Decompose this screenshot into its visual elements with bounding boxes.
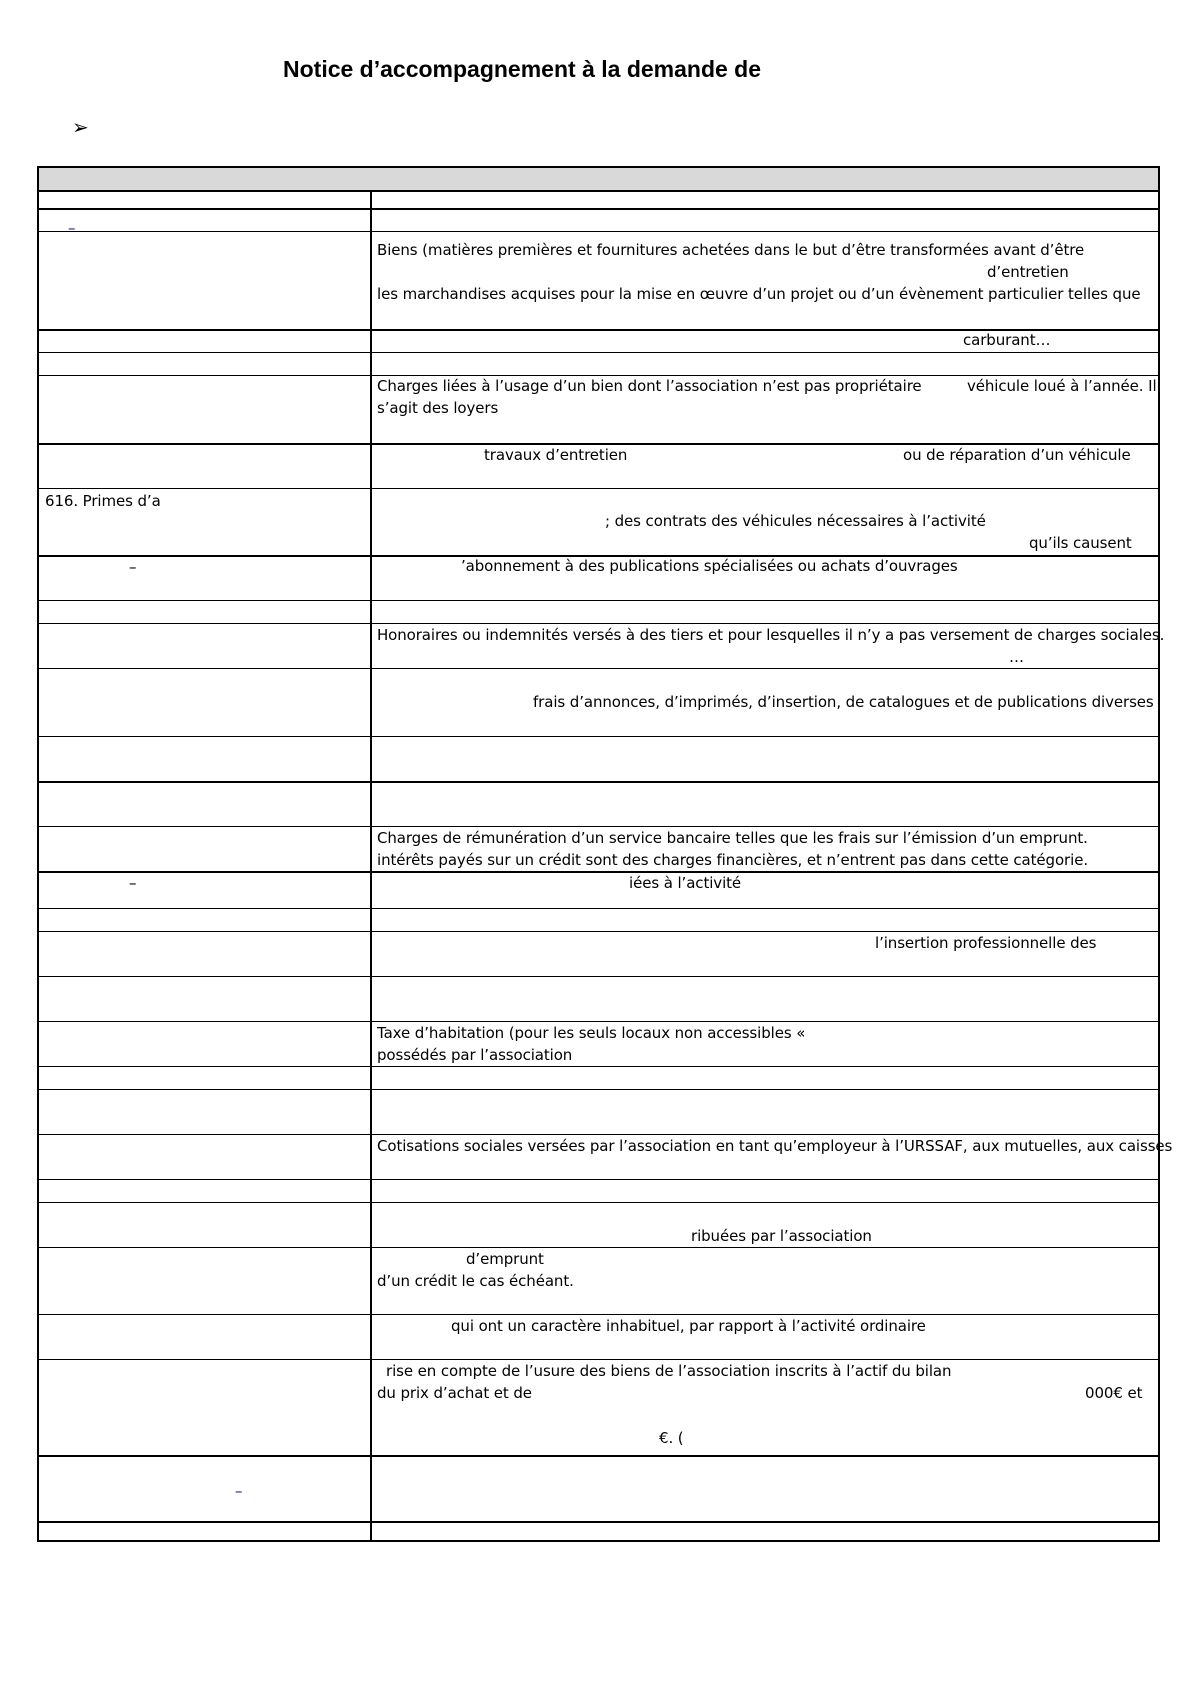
cell-text: ; des contrats des véhicules nécessaires à l’activité <box>605 512 986 530</box>
cell-text: possédés par l’association <box>377 1046 573 1064</box>
charges-table <box>37 166 1173 1542</box>
row-label-dash: – <box>129 874 137 892</box>
cell-text: d’emprunt <box>466 1250 544 1268</box>
cell-text: ou de réparation d’un véhicule <box>903 446 1131 464</box>
link-dash[interactable]: – <box>235 1482 243 1500</box>
cell-text: qui ont un caractère inhabituel, par rapport à l’activité ordinaire <box>451 1317 926 1335</box>
cell-text: rise en compte de l’usure des biens de l’association inscrits à l’actif du bilan <box>386 1362 952 1380</box>
row-separator <box>39 600 1158 601</box>
page-title: Notice d’accompagnement à la demande de <box>283 56 762 82</box>
row-label-616: 616. Primes d’a <box>45 492 161 510</box>
row-label-dash: – <box>129 558 137 576</box>
cell-text: l’insertion professionnelle des <box>875 934 1097 952</box>
row-separator <box>39 1521 1158 1523</box>
cell-text: 000€ et <box>1085 1384 1143 1402</box>
row-separator <box>39 1202 1158 1203</box>
cell-text: Charges liées à l’usage d’un bien dont l’association n’est pas propriétaire <box>377 377 922 395</box>
cell-text: d’entretien <box>987 263 1069 281</box>
row-separator <box>39 488 1158 489</box>
row-separator <box>39 208 1158 210</box>
row-separator <box>39 231 1158 232</box>
row-separator <box>39 668 1158 669</box>
row-separator <box>39 908 1158 909</box>
cell-text: ’abonnement à des publications spécialisées ou achats d’ouvrages <box>461 557 958 575</box>
cell-text: frais d’annonces, d’imprimés, d’insertion, de catalogues et de publications diverses <box>533 693 1154 711</box>
row-separator <box>39 1089 1158 1090</box>
cell-text: intérêts payés sur un crédit sont des charges financières, et n’entrent pas dans cette catégorie. <box>377 851 1088 869</box>
table-header-row <box>39 168 1158 192</box>
row-separator <box>39 781 1158 783</box>
row-separator <box>39 871 1158 873</box>
cell-text: véhicule loué à l’année. Il <box>967 377 1157 395</box>
cell-text: ribuées par l’association <box>691 1227 872 1245</box>
row-separator <box>39 976 1158 977</box>
cell-text: du prix d’achat et de <box>377 1384 532 1402</box>
row-separator <box>39 1247 1158 1248</box>
cell-text: … <box>1009 648 1024 666</box>
row-separator <box>39 1455 1158 1457</box>
link-dash[interactable]: – <box>68 219 76 237</box>
cell-text: qu’ils causent <box>1029 534 1132 552</box>
cell-text: s’agit des loyers <box>377 399 499 417</box>
cell-text: carburant… <box>963 331 1051 349</box>
row-separator <box>39 736 1158 737</box>
cell-text: Taxe d’habitation (pour les seuls locaux non accessibles « <box>377 1024 806 1042</box>
row-separator <box>39 1179 1158 1180</box>
cell-text: d’un crédit le cas échéant. <box>377 1272 574 1290</box>
row-separator <box>39 1066 1158 1067</box>
cell-text: €. ( <box>659 1429 684 1447</box>
row-separator <box>39 352 1158 353</box>
bullet-arrow-icon: ➢ <box>72 115 89 139</box>
cell-text: travaux d’entretien <box>484 446 628 464</box>
cell-text: iées à l’activité <box>629 874 742 892</box>
cell-text: Biens (matières premières et fournitures achetées dans le but d’être transformées avant d’être <box>377 241 1085 259</box>
cell-text: Honoraires ou indemnités versés à des tiers et pour lesquelles il n’y a pas versement de charges sociales. <box>377 626 1165 644</box>
cell-text: Charges de rémunération d’un service bancaire telles que les frais sur l’émission d’un emprunt. <box>377 829 1088 847</box>
column-divider <box>370 190 372 1540</box>
cell-text: Cotisations sociales versées par l’association en tant qu’employeur à l’URSSAF, aux mutuelles, aux caisses <box>377 1137 1173 1155</box>
cell-text: les marchandises acquises pour la mise en œuvre d’un projet ou d’un évènement particulier telles que <box>377 285 1141 303</box>
